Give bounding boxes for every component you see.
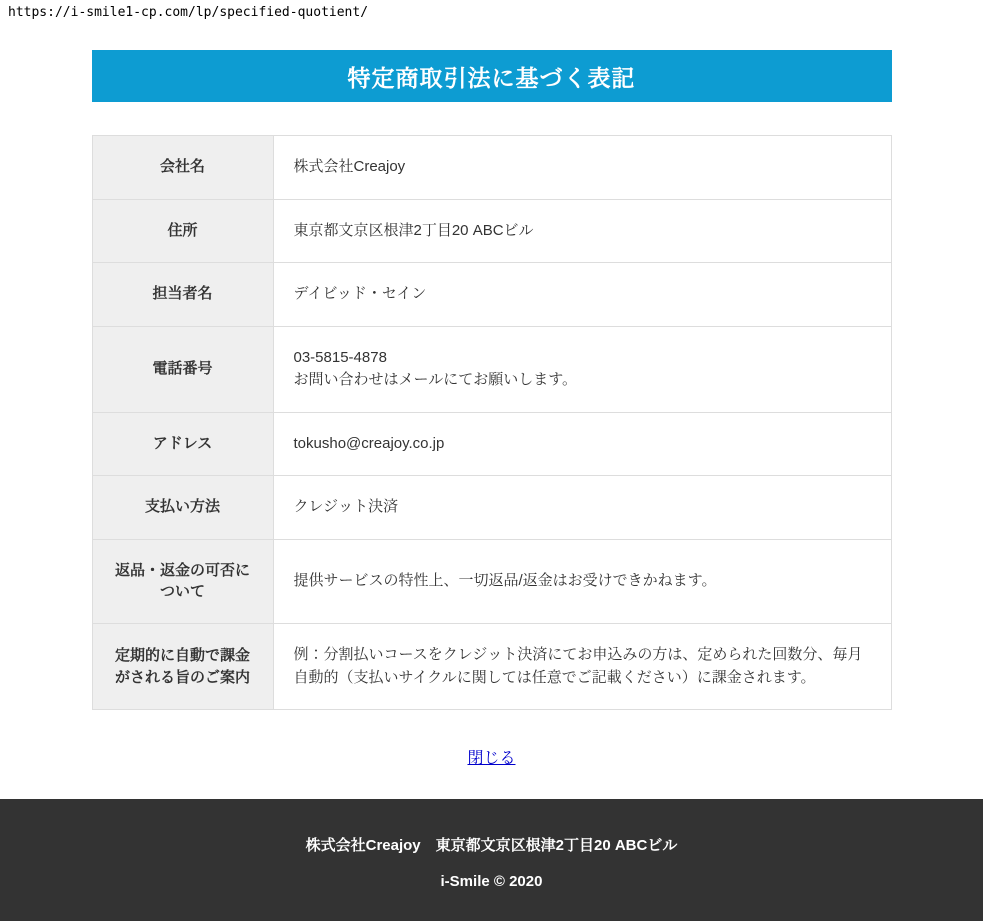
table-row-payment-method <box>92 476 891 540</box>
table-row-contact-person <box>92 263 891 327</box>
phone-number: 03-5815-4878 <box>293 348 387 366</box>
row-value: デイビッド・セイン <box>273 263 891 327</box>
close-link-wrapper <box>92 745 892 768</box>
table-row-refund-policy <box>92 539 891 624</box>
page-title-banner <box>92 50 892 102</box>
row-label: 担当者名 <box>92 263 273 327</box>
row-value: tokusho@creajoy.co.jp <box>273 412 891 476</box>
row-value: 東京都文京区根津2丁目20 ABCビル <box>273 199 891 263</box>
phone-note: お問い合わせはメールにてお願いします。 <box>293 371 578 388</box>
page-title: 特定商取引法に基づく表記 <box>347 64 636 91</box>
row-value: 提供サービスの特性上、一切返品/返金はお受けできかねます。 <box>273 539 891 624</box>
row-label: 返品・返金の可否について <box>92 539 273 624</box>
row-value: クレジット決済 <box>273 476 891 540</box>
row-value: 例：分割払いコースをクレジット決済にてお申込みの方は、定められた回数分、毎月自動的（支払いサイクルに関しては任意でご記載ください）に課金されます。 <box>273 624 891 710</box>
footer-copyright: i-Smile © 2020 <box>440 873 543 890</box>
tokusho-table <box>92 135 892 710</box>
row-label: 定期的に自動で課金がされる旨のご案内 <box>92 624 273 710</box>
table-row-email <box>92 412 891 476</box>
close-link[interactable]: 閉じる <box>467 750 516 767</box>
row-label: 電話番号 <box>92 326 273 412</box>
table-row-company <box>92 136 891 200</box>
table-row-address <box>92 199 891 263</box>
row-label: 支払い方法 <box>92 476 273 540</box>
table-row-phone <box>92 326 891 412</box>
browser-url-text: https://i-smile1-cp.com/lp/specified-quotient/ <box>8 5 369 20</box>
footer-company-line: 株式会社Creajoy 東京都文京区根津2丁目20 ABCビル <box>305 837 678 854</box>
table-row-recurring-billing <box>92 624 891 710</box>
page-container <box>92 50 892 768</box>
row-value: 株式会社Creajoy <box>273 136 891 200</box>
row-label: アドレス <box>92 412 273 476</box>
row-value <box>273 326 891 412</box>
row-label: 会社名 <box>92 136 273 200</box>
row-label: 住所 <box>92 199 273 263</box>
page-footer <box>0 799 983 921</box>
